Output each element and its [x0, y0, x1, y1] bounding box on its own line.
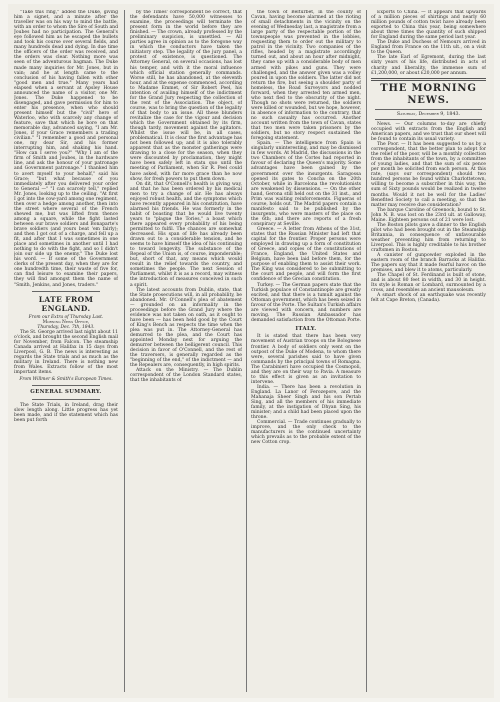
column-rule: [366, 10, 367, 692]
section-divider: [32, 399, 100, 400]
turkey-paragraph: Turkey. — The German papers state that the Turkish populace of Constantinople are greatly excited, and that there is a tumult against the Ottoman government, which has been seized in favour of the Porte. The Sultan's Turkish affairs are viewed with concern, and numbers are moving. The Russian Ambassador has demanded satisfaction from the Ottoman Porte.: [251, 282, 361, 323]
general-summary-heading: GENERAL SUMMARY.: [30, 389, 102, 396]
column-1: [14, 10, 118, 696]
newspaper-page: [8, 4, 494, 698]
masthead-rule: [371, 78, 486, 81]
india-paragraph: India. — There has been a revolution in England. La Lanor of Ferozepore, and the Mahanaja Sheer Singh and his son Pertab Sing, and all the members of his immediate family, at the instigation of Dhyan Sing, his minister; and a child had been placed upon the throne.: [251, 384, 361, 421]
gunpowder-paragraph: A canister of gunpowder exploded in the eastern room of the branch Barracks at Halifax. The papers say that it made fearful havoc on the premises, and blew it to atoms, particularly.: [371, 253, 486, 274]
column-rule: [246, 10, 247, 692]
arrival-paragraph: The St. George arrived last night about 11 o'clock, and brought the second English mail for November, from Falcon. The steamship Canada arrived at Halifax in 15 days from Liverpool, G. B. The news is interesting as regards the State trials and as much as the military in Ireland. There is nothing new from Wales. Extracts follow of the most important items.: [14, 329, 118, 376]
trials-continued-paragraph: by the Times' correspondent be correct, that the defendants have 50,000 witnesses to examine, the proceedings will terminate the present form in the world before they are finished. — The crown, already professed by the preliminary suspicion, is unsettled. — All parties agree in opinion as to the foregone way in which the conductors have taken the initiatory step. The legality of the jury panel, a protest of existence, is questioned. The Attorney General, on several occasions, has lost his temper, and with it the moral influence which official station generally commands. Worse still, he has abandoned, at the eleventh hour, and at the expense commenced, according to Madame Emmet, of Sir Robert Peel, his intention of availing himself of the indictment for the Grand Jury respecting the collection of the rent of the Association. The object, of course, was to bring the question of the legality of that body to an issue. All these blunders revitalize the case for the vigour and decision which the Government obtained by its firm, though tardy, movement against the agitators. Whilst the issue will be, in all cases, problematical. It is clear the first advantage has not been followed up; and it is also tolerably apparent that as the monster gatherings were drawing to a close for the season, when they were discounted by proclamation, they might have been safely left in statu quo until the meeting of Parliament, when Sir R. Peel could have asked, with far more grace than he now show, for fresh powers to put them down.: [130, 10, 242, 182]
nemours-paragraph: The Duke and Duchess of Nemours arrived in England from France on the 11th ult., on a visit to the Queen.: [371, 40, 486, 56]
barque-paragraph: The barque Caroline of Greenock, bound to St. John N. B. was lost on the 23rd ult. at Galloway, Maine. Eighteen persons out of 21 were lost.: [371, 207, 486, 223]
office-date: Thursday, Dec. 7th, 1843.: [37, 324, 95, 330]
state-trials-paragraph: The State Trials, in Ireland, drag their slow length along. Little progress has yet been made, and if the statement which has been put forth: [14, 402, 118, 423]
belturbet-paragraph: the town of Belturbet, in the county of Cavan, having become alarmed at the rioting of small detachments in the vicinity on the evening of Wednesday last, a magistrate from a large party of the respectable portion of the townspeople was prevented in the lobbies, requesting them to order out the military to patrol in the vicinity. Two companies of the rifles, headed by a magistrate accordingly turned out, and about an hour after midnight, they came up with a considerable body of men armed with pikes and guns. They were challenged, and the answer given was a volley poured in upon the soldiers. The latter did not return the fire, but seeing a shoulder party of homeless, the Road Surveyors and nodded forward, when they arrested ten armed men, who next fled to the obscurity of the night. Though no shots were returned, the soldiers were killed or wounded, but we hope, however, in absence of information to the contrary, that no such casualty has occurred. Another account written from the town of Cavan, states that two men were taken prisoners by the soldiers, but no story respect sustained the foregoing statement.: [251, 10, 361, 142]
attack-ministry-paragraph: Attack on the Ministry. — The Dublin correspondent of the London Standard states, that the inhabitants of: [130, 368, 242, 384]
china-exports-paragraph: Exports to China. — It appears that upwards of a million pieces of shirtings and nearly 60 million pounds of cotton twist have already been exported to China this year, being somewhere about three times the quantity of such shipped for England during the same period last year.: [371, 10, 486, 41]
italy-paragraph: It is stated that there has been very movement of Austrian troops on the Bolognese frontier. A body of soldiers only went on the outpost of the Duke of Modena, to whom there were, several parishes said to have given commands by the principal towns of Romagna. The Carabinieri have occupied the Cosmopoli, and they are on their way to Pavia. A measure to this effect is given as an invitation to intervene.: [251, 334, 361, 385]
earthquake-paragraph: A smart shock of an earthquake was recently felt at Cape Breton, (Canada).: [371, 293, 486, 304]
masthead-title: THE MORNING NEWS.: [380, 82, 477, 106]
column-4: [371, 10, 486, 696]
masthead-rule: [375, 119, 482, 120]
greece-paragraph: Greece. — A letter from Athens of the 31st, states that the Russian Minister had left that capital for the frontier. Proper persons were employed in drawing up a form of constitution of Greece, and copies of the constitutions of France, England, the United States and Belgium, have been laid before them, for the purpose of enabling them to assist their work. The King was considered to be submitting to the court and people, and will form the first confidence of the Grecian constitution.: [251, 227, 361, 283]
egremont-paragraph: The late Earl of Egremont, during the last sixty years of his life, distributed in acts of charity and liberality, the immense sum of £1,200,000, or about £20,000 per annum.: [371, 55, 486, 76]
anecdote-paragraph: "Take this ring," added the Duke, giving him a signet, and a minute after the traveller was on his way to mind the battle, with an order to whom the Sire of South and Joubes had no participation. The General's eye followed him as he escaped the bullets and took his course over several fields, and many hundreds dead and dying. In due time the officers of the order was received, and the orders was clear. Nothing more was seen of the adventurous bagman. The Duke made many inquiries for Mr. Jones, but in vain; and he at length came to the conclusion of his having fallen with other "good men and true." Many years had elapsed when a servant at Apsley House announced the name of a visitor, one Mr. Jones. The Duke happened to be disengaged, and gave permission for him to enter his presence, when who should present himself but the "civil" hero of Waterloo, who with scarcely any change of feature, save that which he bore on that memorable day, advanced saying, "I am Mr. Jones, if your Grace remembers a trading civilian." "I remember a good and personal one, my dear Sir, and his former interrupting him, and shaking his hand. "How can I serve you?" "Why I am of the firm of Smith and Joubes, in the hardware line, and ask the honour of your patronage and Government patronage." I thanked him to avert myself to your behalf," said his Grace; "but what because of you immediately after you delivered your order to General —" "I can scarcely tell," replied Mr. Jones, looking up to the ceiling. "At first I got into the cow-yard among one regiment, then over a hedge among another, then into the street where several of the French shewed me, but was lifted from thence among a square, while the fight lasted between our brave soldiers and Bonaparte's brave soldiers (and yours beat 'em fairly); and then I got out of a charge, and fell up a fit, and after that I was sometimes in one place and sometimes in another until I had nothing to do with the fight, and so I didn't join our side up the enemy." The Duke lost his word. — If some of the Government clerks of the present day, when they are for one hundredth time, their waste of five for, can find leisure to examine their papers, they will find amongst them the name of "Smith, Jenkins, and Jones, traders.": [14, 10, 118, 288]
spain-paragraph: Spain. — The intelligence from Spain is singularly uninteresting, and may be dismissed in few words. At Madrid, the discussions in the two Chambers of the Cortes had reported in favour of declaring the Queen's majority. Some advantages have been gained by the government over the insurgents. Saragossa opened its gates to Concha on the 20th October, while in Barcelona the revolutionists are weakened by dissensions. — On the other hand, Gerona still held out on the 31 inst., and Prim was waiting reinforcements. Figueras of course, holds out. The Madrid papers contain a manifesto said to be published by the insurgents, who were masters of the place on the 6th; and there are reports of a fresh conspiracy at Seville.: [251, 141, 361, 227]
column-2: [130, 10, 242, 696]
poor-paragraph: The Poor. — It has been suggested to us by a correspondent, that the better plan to adopt for the relief of the poor, will be a monthly collection from the inhabitants of the town, by a committee of young ladies, and that the sum of six pence per month be solicited from each person. At this rate, (says our correspondent) should two hundred persons be found within Charlottetown, willing to become a subscriber in this way, the sum of Sixty pounds would be realized in twelve months. Would it not be well for the Ladies' Benefited Society to call a meeting, so that the matter may receive due consideration?: [371, 142, 486, 208]
italy-heading: ITALY.: [295, 325, 317, 332]
prosecutions-paragraph: The latest accounts from Dublin, state, that the State prosecutions will, in all probability, be abandoned. Mr. O'Connell's plea of abatement — grounded on an informality in the proceedings before the Grand Jury where the evidence was not taken on oath, as it ought to have been — has been held good by the Court of King's Bench as respects the time when the plea was put in. The Attorney-General has demurred to the plea, and the Court has appointed Monday next for arguing the demurrer between the belligerent council. This decision in favor of O'Connell, and the rest of the traversers, is generally regarded as the "beginning of the end," of the indictment — and the Repealers are, consequently, in high spirits.: [130, 287, 242, 369]
masthead-rule: [375, 109, 482, 110]
section-divider: [32, 385, 100, 386]
oconnell-health-paragraph: On dit, that O'Connell's health is giving way, and that he has been ordered by his medical men to try a change of air. He has always enjoyed robust health, and the symptoms which have recently appeared in his constitution, have alarmed his friends. He was formerly in the habit of boasting that he would live twenty years to "plague the Tories," a boast which there appeared every probability of his being permitted to fulfil. The chances are somewhat decreased. His span of life has already been drawn out to a considerable tension, and he seems to have himself the idea of his continuing to toward longevity. The substance of the Repeal of the Union is, of course, imponderable; but, short of that, any means which would result in the relief towards the country, and sometimes the people. The next Session of Parliament, whilst it is as a record, may witness the introduction of measures conceived in such a spirit.: [130, 181, 242, 288]
column-rule: [124, 10, 125, 692]
late-subheading: From our Extra of Thursday Last.: [28, 314, 104, 320]
masthead-date: Saturday, December 9, 1843.: [396, 111, 461, 117]
source-credit: From Willmer & Smith's European Times.: [19, 377, 113, 383]
commercial-paragraph: Commercial. — Trade continues gradually to improve, and the only check to the manufacturers is the continued uncertainty which prevails as to the probable extent of the new Cotton crop.: [251, 420, 361, 446]
chapel-paragraph: The Chapel of St. Ferdinand is built of stone, and is about 80 feet in width, and 30 in height. Its style is Roman or Lombard, surmounted by a cross, and resembles an ancient mausoleum.: [371, 273, 486, 294]
office-line: Morning News Office,: [42, 319, 90, 325]
boston-pilots-paragraph: The Boston pilots gave a dinner to the English pilot who had been brought out in the Steamship Britannia, in consequence of unfavourable weather preventing him from returning to Liverpool. This is highly creditable to his brother craftsmen in Boston.: [371, 222, 486, 254]
late-from-england-heading: LATE FROM ENGLAND.: [38, 294, 94, 313]
column-3: [251, 10, 361, 696]
news-paragraph: News. — Our columns to-day are chiefly occupied with extracts from the English and American papers, and we trust that our sheet will be found to contain its usual variety.: [371, 121, 486, 142]
section-divider: [32, 291, 100, 292]
